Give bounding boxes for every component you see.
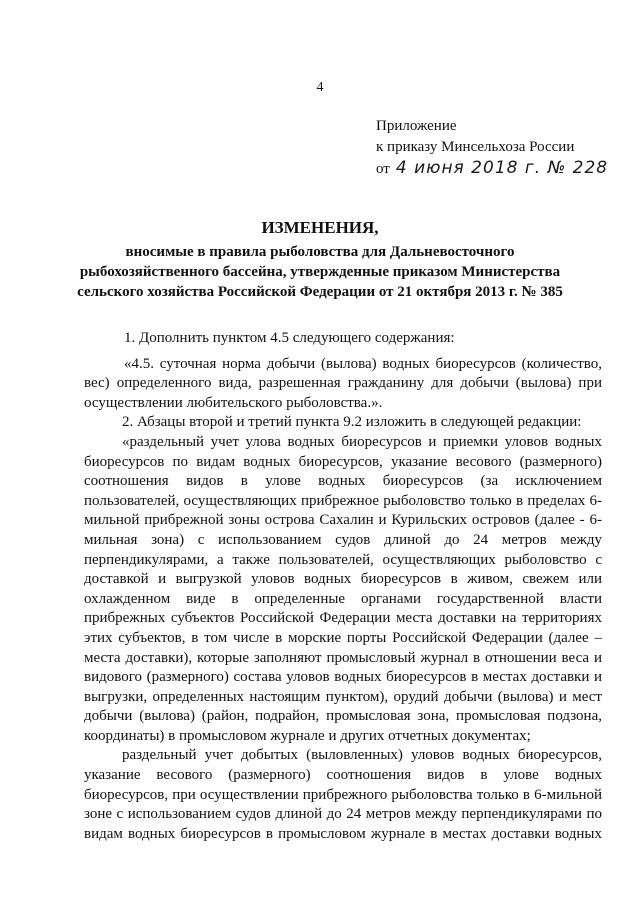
appendix-order-reference: к приказу Минсельхоза России <box>376 139 575 155</box>
document-body <box>84 329 602 844</box>
page-number: 4 <box>316 80 324 95</box>
title-line-2: рыбохозяйственного бассейна, утвержденные приказом Министерства <box>79 264 561 280</box>
title-heading: ИЗМЕНЕНИЯ, <box>261 218 379 237</box>
paragraph-separate-accounting: раздельный учет добытых (выловленных) уловов водных биоресурсов, указание весового (размерного) соотношения видов в улове водных биоресурсов, при осуществлении прибрежного рыболовства только в 6-мильной зоне с использованием судов длиной до 24 метров между перпендикулярами по видам водных биоресурсов в промысловом журнале в местах доставки водных <box>84 747 602 842</box>
appendix-date-line <box>376 158 608 180</box>
paragraph-item-2: 2. Абзацы второй и третий пункта 9.2 изложить в следующей редакции: <box>122 414 582 431</box>
handwritten-date-number: 4 июня 2018 г. № 228 <box>395 158 609 178</box>
paragraph-quote-9-2: «раздельный учет улова водных биоресурсов и приемки уловов водных биоресурсов по видам водных биоресурсов, указание весового (размерного) соотношения видов в улове водных биоресурсов (за исключением пользователей, осуществляющих прибрежное рыболовство только в пределах 6-мильной прибрежной зоны острова Сахалин и Курильских островов (далее - 6-мильная зона) с использованием судов длиной до 24 метров между перпендикулярами, а также пользователей, осуществляющих рыболовство с доставкой и выгрузкой уловов водных биоресурсов в живом, свежем или охлажденном виде в определенные органами государственной власти прибрежных субъектов Российской Федерации места доставки на территориях этих субъектов, в том числе в морские порты Российской Федерации (далее – места доставки), которые заполняют промысловый журнал в отношении веса и видового (размерного) состава уловов водных биоресурсов в местах доставки и выгрузки, определенных настоящим пунктом), орудий добычи (вылова) и мест добычи (вылова) (район, подрайон, промысловая зона, промысловая подзона, координаты) в промысловом журнале и других отчетных документах; <box>84 433 602 744</box>
appendix-label: Приложение <box>376 118 457 134</box>
document-title <box>60 217 580 302</box>
title-line-1: вносимые в правила рыболовства для Дальневосточного <box>125 244 515 260</box>
appendix-date-prefix: от <box>376 161 390 177</box>
appendix-block <box>376 116 608 180</box>
paragraph-quote-4-5: «4.5. суточная норма добычи (вылова) водных биоресурсов (количество, вес) определенного вида, разрешенная гражданину для добычи (вылова) при осуществлении любительского рыболовства.». <box>84 355 602 411</box>
title-line-3: сельского хозяйства Российской Федерации от 21 октября 2013 г. № 385 <box>77 284 563 300</box>
paragraph-item-1: 1. Дополнить пунктом 4.5 следующего содержания: <box>124 330 455 346</box>
